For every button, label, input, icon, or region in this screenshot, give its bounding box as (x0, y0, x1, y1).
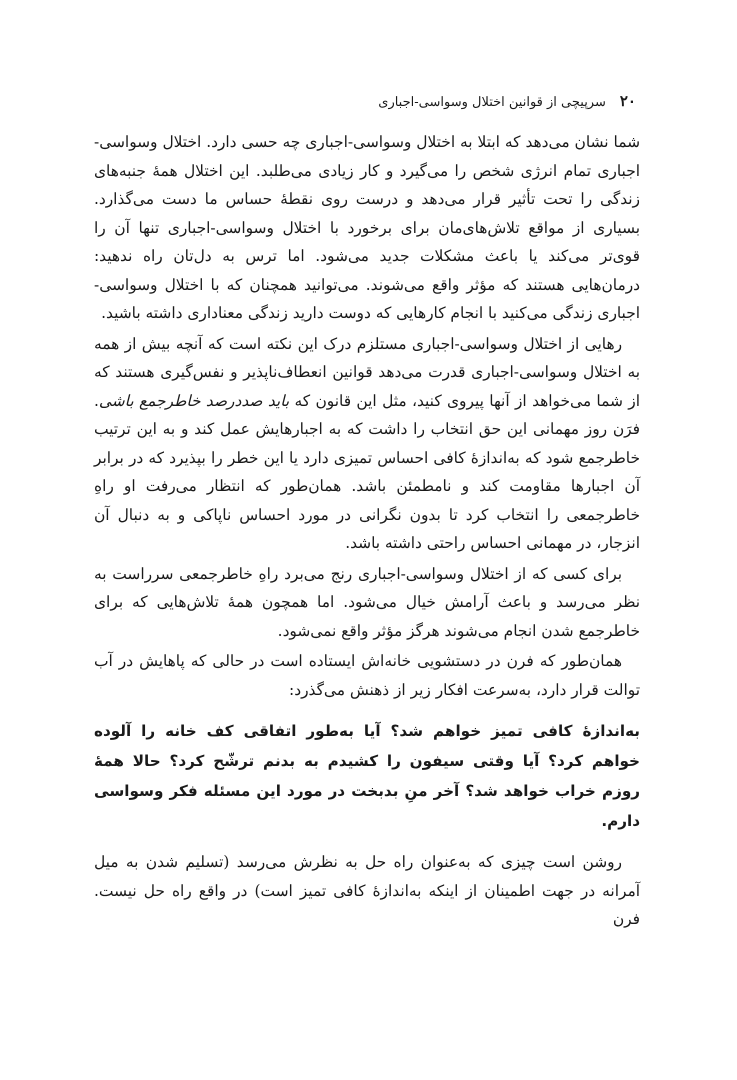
paragraph-5 (94, 848, 640, 934)
paragraph-3 (94, 560, 640, 646)
paragraph-5-text: روشن است چیزی که به‌عنوان راه حل به نظرش می‌رسد (تسلیم شدن به میل آمرانه در جهت اطمینان از اینکه به‌اندازهٔ کافی تمیز است) در واقع راه حل نیست. فرن (94, 853, 640, 928)
paragraph-1 (94, 128, 640, 328)
paragraph-2 (94, 330, 640, 558)
page-number: ۲۰ (619, 92, 636, 110)
paragraph-4-text: همان‌طور که فرن در دستشویی خانه‌اش ایستاده است در حالی که پاهایش در آب توالت قرار دارد، به‌سرعت افکار زیر از ذهنش می‌گذرد: (94, 652, 640, 699)
book-page (94, 92, 640, 936)
block-quote: به‌اندازهٔ کافی تمیز خواهم شد؟ آیا به‌طور اتفاقی کف خانه را آلوده خواهم کرد؟ آیا وقتی سیفون را کشیدم به بدنم ترشّح کرد؟ حالا همهٔ روزم خراب خواهد شد؟ آخر منِ بدبخت در مورد این مسئله فکر وسواسی دارم. (94, 722, 640, 830)
paragraph-1-text: شما نشان می‌دهد که ابتلا به اختلال وسواسی-اجباری چه حسی دارد. اختلال وسواسی-اجباری تمام انرژی شخص را می‌گیرد و کار زیادی می‌طلبد. این اختلال همهٔ جنبه‌های زندگی را تحت تأثیر قرار می‌دهد و درست روی نقطهٔ حساس ما دست می‌گذارد. بسیاری از مواقع تلاش‌های‌مان برای برخورد با اختلال وسواسی-اجباری تنها آن را قوی‌تر می‌کند یا باعث مشکلات جدید می‌شود. اما ترس به دل‌تان راه ندهید: درمان‌هایی هستند که مؤثر واقع می‌شوند. می‌توانید همچنان که با اختلال وسواسی-اجباری زندگی می‌کنید با انجام کارهایی که دوست دارید زندگی معناداری داشته باشید. (94, 133, 640, 322)
paragraph-3-text: برای کسی که از اختلال وسواسی-اجباری رنج می‌برد راهِ خاطرجمعی سرراست به نظر می‌رسد و باعث آرامش خیال می‌شود. اما همچون همهٔ تلاش‌هایی که برای خاطرجمع شدن انجام می‌شوند هرگز مؤثر واقع نمی‌شود. (94, 564, 640, 640)
running-header (94, 92, 640, 110)
paragraph-2-text-start: رهایی از اختلال وسواسی-اجباری مستلزم درک این نکته است که آنچه بیش از همه به اختلال وسواسی-اجباری قدرت می‌دهد قوانین انعطاف‌ناپذیر و نفس‌گیری هستند که از شما می‌خواهد از آنها پیروی کنید، مثل این قانون که (94, 334, 640, 410)
running-title: سرپیچی از قوانین اختلال وسواسی-اجباری (378, 95, 606, 110)
paragraph-2-emphasis: باید صددرصد خاطرجمع باشی (98, 391, 290, 410)
paragraph-2-text-end: . فرَن روز مهمانی این حق انتخاب را داشت که به اجبارهایش عمل کند و به این ترتیب خاطرجمع شود که به‌اندازهٔ کافی احساس تمیزی دارد یا این خطر را بپذیرد که در برابر آن اجبارها مقاومت کند و نامطمئن باشد. همان‌طور که انتظار می‌رفت او راهِ خاطرجمعی را انتخاب کرد تا بدون نگرانی در مورد احساس ناپاکی و به دنبال آن انزجار، در مهمانی احساس راحتی داشته باشد. (94, 391, 640, 552)
paragraph-4 (94, 647, 640, 704)
